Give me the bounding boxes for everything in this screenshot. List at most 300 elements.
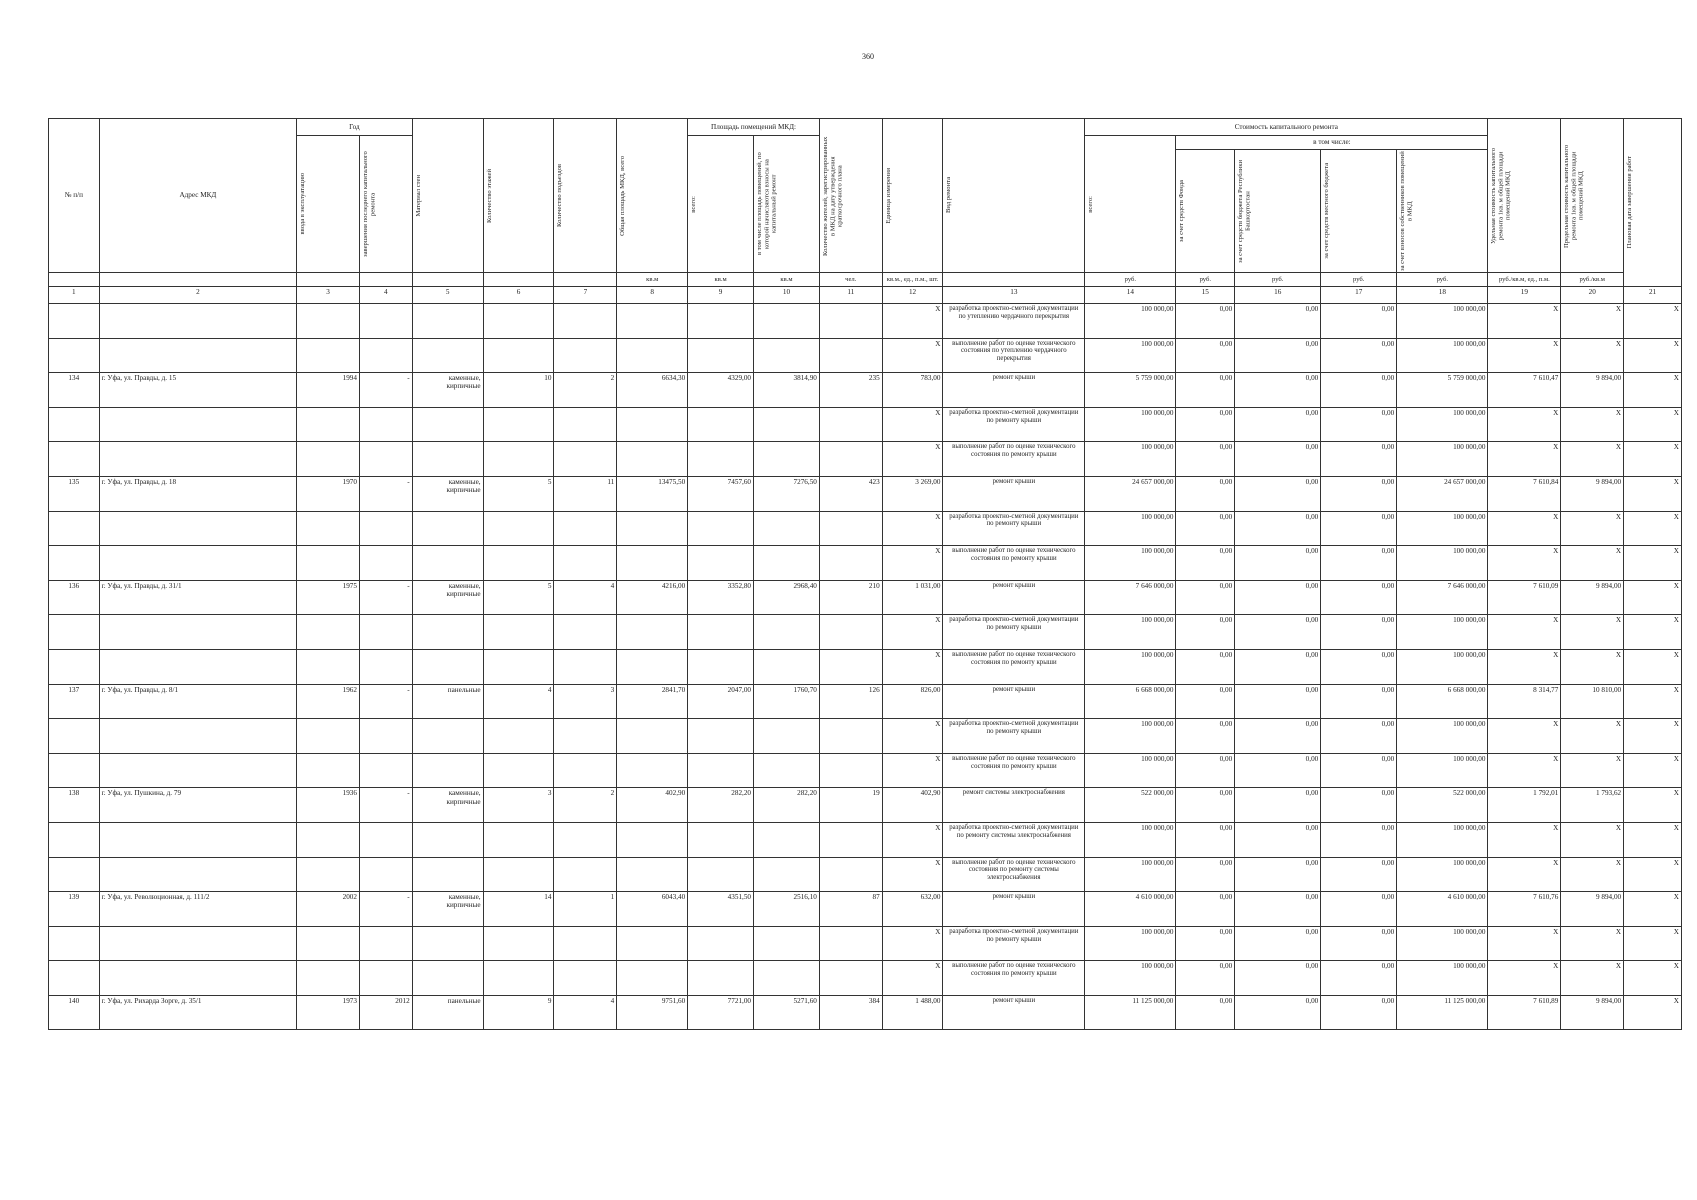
row-num: 135 (49, 476, 100, 511)
row-cost-local: 0,00 (1321, 926, 1397, 961)
row-year-last: 2012 (359, 995, 412, 1030)
row-max-cost: 9 894,00 (1561, 373, 1624, 408)
row-plan-date: X (1624, 753, 1682, 788)
row-area-all: 2047,00 (688, 684, 754, 719)
row-total-area: 13475,50 (617, 476, 688, 511)
row-plan-date: X (1624, 338, 1682, 373)
row-area-living (754, 546, 820, 581)
row-address: г. Уфа, ул. Правды, д. 8/1 (99, 684, 297, 719)
row-cost-owners: 100 000,00 (1397, 857, 1488, 892)
row-unit: 402,90 (882, 788, 943, 823)
row-cost-local: 0,00 (1321, 407, 1397, 442)
row-unit: 1 488,00 (882, 995, 943, 1030)
row-year-last (359, 822, 412, 857)
row-max-cost: X (1561, 407, 1624, 442)
row-area-all: 282,20 (688, 788, 754, 823)
row-entrances: 4 (554, 995, 617, 1030)
row-cost-total: 100 000,00 (1085, 511, 1176, 546)
row-max-cost: X (1561, 338, 1624, 373)
row-max-cost: 9 894,00 (1561, 476, 1624, 511)
row-num (49, 615, 100, 650)
row-unit-cost: 7 610,84 (1488, 476, 1561, 511)
row-work: ремонт крыши (943, 580, 1085, 615)
row-cost-total: 100 000,00 (1085, 304, 1176, 339)
row-year-enter: 1962 (297, 684, 360, 719)
row-cost-fund: 0,00 (1176, 788, 1235, 823)
row-unit-cost: X (1488, 615, 1561, 650)
row-area-all (688, 338, 754, 373)
unit-14: руб. (1085, 273, 1176, 287)
row-entrances (554, 822, 617, 857)
row-total-area (617, 304, 688, 339)
row-residents (819, 442, 882, 477)
row-max-cost: X (1561, 649, 1624, 684)
row-year-enter (297, 857, 360, 892)
row-area-living: 2968,40 (754, 580, 820, 615)
row-cost-rb: 0,00 (1235, 338, 1321, 373)
row-cost-owners: 24 657 000,00 (1397, 476, 1488, 511)
row-cost-rb: 0,00 (1235, 407, 1321, 442)
table-row (49, 546, 1682, 581)
header-rb: за счет средств бюджета Республики Башкортостан (1235, 150, 1321, 273)
row-cost-rb: 0,00 (1235, 857, 1321, 892)
row-residents: 384 (819, 995, 882, 1030)
row-year-enter: 1973 (297, 995, 360, 1030)
row-max-cost: 9 894,00 (1561, 995, 1624, 1030)
row-material (412, 338, 483, 373)
row-num: 139 (49, 892, 100, 927)
row-year-enter (297, 407, 360, 442)
row-material (412, 649, 483, 684)
row-work: разработка проектно-сметной документации по утеплению чердачного перекрытия (943, 304, 1085, 339)
table-row (49, 926, 1682, 961)
table-row (49, 753, 1682, 788)
row-num (49, 926, 100, 961)
row-unit: 3 269,00 (882, 476, 943, 511)
row-floors (483, 407, 554, 442)
row-cost-fund: 0,00 (1176, 995, 1235, 1030)
column-number-row (49, 287, 1682, 304)
row-num (49, 338, 100, 373)
header-work: Вид ремонта (943, 119, 1085, 273)
row-year-last: - (359, 788, 412, 823)
header-area-all: всего: (688, 136, 754, 273)
row-cost-fund: 0,00 (1176, 407, 1235, 442)
row-cost-local: 0,00 (1321, 442, 1397, 477)
row-year-enter (297, 615, 360, 650)
row-material (412, 442, 483, 477)
column-number: 21 (1624, 287, 1682, 304)
row-total-area: 4216,00 (617, 580, 688, 615)
row-unit-cost: X (1488, 719, 1561, 754)
row-floors (483, 857, 554, 892)
row-cost-total: 100 000,00 (1085, 615, 1176, 650)
row-area-all (688, 719, 754, 754)
column-number: 7 (554, 287, 617, 304)
row-max-cost: 9 894,00 (1561, 580, 1624, 615)
row-area-living: 7276,50 (754, 476, 820, 511)
table-row (49, 719, 1682, 754)
row-cost-rb: 0,00 (1235, 995, 1321, 1030)
row-unit: X (882, 511, 943, 546)
row-cost-total: 100 000,00 (1085, 719, 1176, 754)
row-year-last: - (359, 373, 412, 408)
row-total-area (617, 719, 688, 754)
row-year-last (359, 338, 412, 373)
row-plan-date: X (1624, 304, 1682, 339)
row-area-living (754, 961, 820, 996)
row-work: разработка проектно-сметной документации по ремонту системы электроснабжения (943, 822, 1085, 857)
row-plan-date: X (1624, 822, 1682, 857)
row-unit-cost: X (1488, 857, 1561, 892)
row-cost-total: 100 000,00 (1085, 753, 1176, 788)
row-num (49, 304, 100, 339)
row-total-area (617, 338, 688, 373)
row-cost-fund: 0,00 (1176, 822, 1235, 857)
row-entrances: 4 (554, 580, 617, 615)
row-total-area: 6634,30 (617, 373, 688, 408)
row-cost-rb: 0,00 (1235, 442, 1321, 477)
row-area-all (688, 546, 754, 581)
capital-repair-table (48, 118, 1682, 1030)
row-cost-local: 0,00 (1321, 580, 1397, 615)
row-cost-owners: 4 610 000,00 (1397, 892, 1488, 927)
row-area-living (754, 615, 820, 650)
row-max-cost: X (1561, 719, 1624, 754)
row-year-enter (297, 304, 360, 339)
row-area-living (754, 753, 820, 788)
row-area-all (688, 649, 754, 684)
row-work: выполнение работ по оценке технического состояния по ремонту крыши (943, 649, 1085, 684)
row-unit-cost: 7 610,76 (1488, 892, 1561, 927)
row-material (412, 857, 483, 892)
row-year-enter: 1994 (297, 373, 360, 408)
row-num (49, 753, 100, 788)
header-num: № п/п (49, 119, 100, 273)
row-cost-rb: 0,00 (1235, 476, 1321, 511)
row-cost-total: 6 668 000,00 (1085, 684, 1176, 719)
row-year-enter (297, 511, 360, 546)
row-area-all (688, 857, 754, 892)
row-cost-fund: 0,00 (1176, 649, 1235, 684)
row-entrances (554, 442, 617, 477)
row-floors: 10 (483, 373, 554, 408)
row-work: ремонт системы электроснабжения (943, 788, 1085, 823)
row-year-enter (297, 719, 360, 754)
row-cost-owners: 100 000,00 (1397, 511, 1488, 546)
row-year-last: - (359, 892, 412, 927)
unit-10: кв.м (754, 273, 820, 287)
row-address (99, 304, 297, 339)
row-material (412, 615, 483, 650)
unit-20: руб./кв.м (1561, 273, 1624, 287)
row-unit: X (882, 926, 943, 961)
row-entrances: 2 (554, 788, 617, 823)
row-year-enter (297, 338, 360, 373)
row-cost-total: 522 000,00 (1085, 788, 1176, 823)
row-num: 137 (49, 684, 100, 719)
row-area-living (754, 822, 820, 857)
table-row (49, 649, 1682, 684)
row-residents (819, 407, 882, 442)
row-max-cost: X (1561, 753, 1624, 788)
row-unit-cost: 7 610,09 (1488, 580, 1561, 615)
row-cost-rb: 0,00 (1235, 649, 1321, 684)
row-cost-rb: 0,00 (1235, 304, 1321, 339)
row-area-all (688, 407, 754, 442)
row-cost-fund: 0,00 (1176, 580, 1235, 615)
row-unit-cost: X (1488, 961, 1561, 996)
row-max-cost: X (1561, 857, 1624, 892)
row-work: разработка проектно-сметной документации по ремонту крыши (943, 926, 1085, 961)
row-area-living: 3814,90 (754, 373, 820, 408)
row-year-last (359, 649, 412, 684)
column-number: 5 (412, 287, 483, 304)
row-residents (819, 338, 882, 373)
row-cost-total: 100 000,00 (1085, 822, 1176, 857)
header-entrances: Количество подъездов (554, 119, 617, 273)
row-work: разработка проектно-сметной документации по ремонту крыши (943, 615, 1085, 650)
row-area-all: 7721,00 (688, 995, 754, 1030)
row-residents (819, 511, 882, 546)
row-floors: 9 (483, 995, 554, 1030)
table-row (49, 995, 1682, 1030)
row-unit: 632,00 (882, 892, 943, 927)
unit-16: руб. (1235, 273, 1321, 287)
header-year: Год (297, 119, 412, 136)
row-residents: 87 (819, 892, 882, 927)
row-unit-cost: X (1488, 338, 1561, 373)
row-cost-total: 11 125 000,00 (1085, 995, 1176, 1030)
row-cost-local: 0,00 (1321, 511, 1397, 546)
row-year-last (359, 719, 412, 754)
row-total-area (617, 649, 688, 684)
row-cost-local: 0,00 (1321, 649, 1397, 684)
row-material (412, 753, 483, 788)
table-row (49, 892, 1682, 927)
row-residents (819, 753, 882, 788)
row-num (49, 511, 100, 546)
row-cost-fund: 0,00 (1176, 892, 1235, 927)
row-max-cost: X (1561, 546, 1624, 581)
row-unit-cost: X (1488, 407, 1561, 442)
row-year-last (359, 511, 412, 546)
row-plan-date: X (1624, 476, 1682, 511)
row-address: г. Уфа, ул. Пушкина, д. 79 (99, 788, 297, 823)
row-unit: X (882, 649, 943, 684)
header-year-enter: ввода в эксплуатацию (297, 136, 360, 273)
row-cost-rb: 0,00 (1235, 684, 1321, 719)
row-cost-rb: 0,00 (1235, 926, 1321, 961)
row-unit: X (882, 753, 943, 788)
row-unit: X (882, 442, 943, 477)
row-cost-local: 0,00 (1321, 788, 1397, 823)
row-cost-fund: 0,00 (1176, 684, 1235, 719)
row-plan-date: X (1624, 615, 1682, 650)
row-work: выполнение работ по оценке технического состояния по ремонту крыши (943, 442, 1085, 477)
row-floors (483, 546, 554, 581)
row-address (99, 649, 297, 684)
row-num (49, 407, 100, 442)
row-floors (483, 719, 554, 754)
row-year-last (359, 961, 412, 996)
row-max-cost: X (1561, 304, 1624, 339)
row-area-all: 3352,80 (688, 580, 754, 615)
row-entrances (554, 304, 617, 339)
table-row (49, 857, 1682, 892)
row-residents (819, 615, 882, 650)
row-num (49, 442, 100, 477)
table-row (49, 407, 1682, 442)
row-entrances (554, 511, 617, 546)
row-entrances: 2 (554, 373, 617, 408)
row-material: каменные, кирпичные (412, 892, 483, 927)
row-address (99, 719, 297, 754)
row-total-area (617, 926, 688, 961)
row-cost-total: 5 759 000,00 (1085, 373, 1176, 408)
header-material: Материал стен (412, 119, 483, 273)
row-cost-fund: 0,00 (1176, 961, 1235, 996)
unit-15: руб. (1176, 273, 1235, 287)
row-unit: X (882, 961, 943, 996)
row-num: 134 (49, 373, 100, 408)
row-material (412, 546, 483, 581)
row-material: каменные, кирпичные (412, 580, 483, 615)
row-plan-date: X (1624, 580, 1682, 615)
row-material (412, 304, 483, 339)
header-plan-date: Плановая дата завершения работ (1624, 119, 1682, 287)
row-material: каменные, кирпичные (412, 476, 483, 511)
row-plan-date: X (1624, 511, 1682, 546)
row-total-area (617, 615, 688, 650)
row-cost-owners: 100 000,00 (1397, 442, 1488, 477)
row-floors (483, 338, 554, 373)
row-cost-fund: 0,00 (1176, 926, 1235, 961)
row-plan-date: X (1624, 407, 1682, 442)
row-unit: X (882, 615, 943, 650)
column-number: 11 (819, 287, 882, 304)
row-cost-fund: 0,00 (1176, 304, 1235, 339)
row-unit: X (882, 407, 943, 442)
table-row (49, 788, 1682, 823)
row-unit-cost: X (1488, 304, 1561, 339)
row-year-enter (297, 926, 360, 961)
row-material (412, 719, 483, 754)
row-cost-rb: 0,00 (1235, 822, 1321, 857)
row-work: разработка проектно-сметной документации по ремонту крыши (943, 511, 1085, 546)
row-year-enter (297, 961, 360, 996)
table-row (49, 373, 1682, 408)
row-entrances: 3 (554, 684, 617, 719)
row-cost-rb: 0,00 (1235, 892, 1321, 927)
table-row (49, 822, 1682, 857)
table-row (49, 442, 1682, 477)
row-work: выполнение работ по оценке технического состояния по утеплению чердачного перекрытия (943, 338, 1085, 373)
row-plan-date: X (1624, 373, 1682, 408)
column-number: 14 (1085, 287, 1176, 304)
header-year-last: завершения последнего капитального ремонта (359, 136, 412, 273)
row-num: 140 (49, 995, 100, 1030)
row-total-area (617, 961, 688, 996)
row-cost-total: 24 657 000,00 (1085, 476, 1176, 511)
row-entrances (554, 926, 617, 961)
row-work: выполнение работ по оценке технического состояния по ремонту крыши (943, 753, 1085, 788)
row-entrances (554, 961, 617, 996)
row-area-all: 4329,00 (688, 373, 754, 408)
row-area-all (688, 926, 754, 961)
row-entrances (554, 338, 617, 373)
row-unit: X (882, 822, 943, 857)
row-floors: 14 (483, 892, 554, 927)
row-year-last (359, 926, 412, 961)
unit-9: кв.м (688, 273, 754, 287)
column-number: 6 (483, 287, 554, 304)
header-unit-cost: Удельная стоимость капитального ремонта 1кв. м общей площади помещений МКД (1488, 119, 1561, 273)
row-cost-rb: 0,00 (1235, 615, 1321, 650)
row-plan-date: X (1624, 995, 1682, 1030)
header-area-living: в том числе площадь помещений, по которой начисляются взносы на капитальный ремонт (754, 136, 820, 273)
row-material (412, 407, 483, 442)
row-plan-date: X (1624, 926, 1682, 961)
header-local: за счет средств местного бюджета (1321, 150, 1397, 273)
column-number: 13 (943, 287, 1085, 304)
row-unit-cost: 1 792,01 (1488, 788, 1561, 823)
row-year-last (359, 857, 412, 892)
row-unit: X (882, 857, 943, 892)
row-area-living (754, 857, 820, 892)
row-work: ремонт крыши (943, 892, 1085, 927)
row-unit-cost: 8 314,77 (1488, 684, 1561, 719)
row-max-cost: X (1561, 615, 1624, 650)
row-cost-owners: 100 000,00 (1397, 753, 1488, 788)
row-cost-fund: 0,00 (1176, 753, 1235, 788)
header-incl: в том числе: (1176, 136, 1488, 150)
row-year-enter (297, 822, 360, 857)
row-cost-owners: 100 000,00 (1397, 961, 1488, 996)
row-cost-local: 0,00 (1321, 546, 1397, 581)
table-row (49, 580, 1682, 615)
row-area-living (754, 926, 820, 961)
row-residents (819, 857, 882, 892)
row-cost-rb: 0,00 (1235, 788, 1321, 823)
row-cost-owners: 7 646 000,00 (1397, 580, 1488, 615)
row-cost-fund: 0,00 (1176, 546, 1235, 581)
row-entrances (554, 407, 617, 442)
row-cost-fund: 0,00 (1176, 511, 1235, 546)
row-area-all (688, 753, 754, 788)
row-floors: 3 (483, 788, 554, 823)
row-total-area (617, 407, 688, 442)
row-unit-cost: X (1488, 753, 1561, 788)
row-area-living (754, 407, 820, 442)
row-cost-local: 0,00 (1321, 476, 1397, 511)
column-number: 17 (1321, 287, 1397, 304)
row-area-all (688, 822, 754, 857)
row-area-all (688, 961, 754, 996)
row-work: разработка проектно-сметной документации по ремонту крыши (943, 719, 1085, 754)
row-cost-owners: 100 000,00 (1397, 546, 1488, 581)
row-cost-fund: 0,00 (1176, 442, 1235, 477)
row-work: ремонт крыши (943, 995, 1085, 1030)
row-residents: 19 (819, 788, 882, 823)
row-area-living (754, 338, 820, 373)
row-cost-total: 100 000,00 (1085, 926, 1176, 961)
row-plan-date: X (1624, 788, 1682, 823)
row-material (412, 961, 483, 996)
row-year-enter: 2002 (297, 892, 360, 927)
row-unit-cost: X (1488, 442, 1561, 477)
row-address (99, 961, 297, 996)
